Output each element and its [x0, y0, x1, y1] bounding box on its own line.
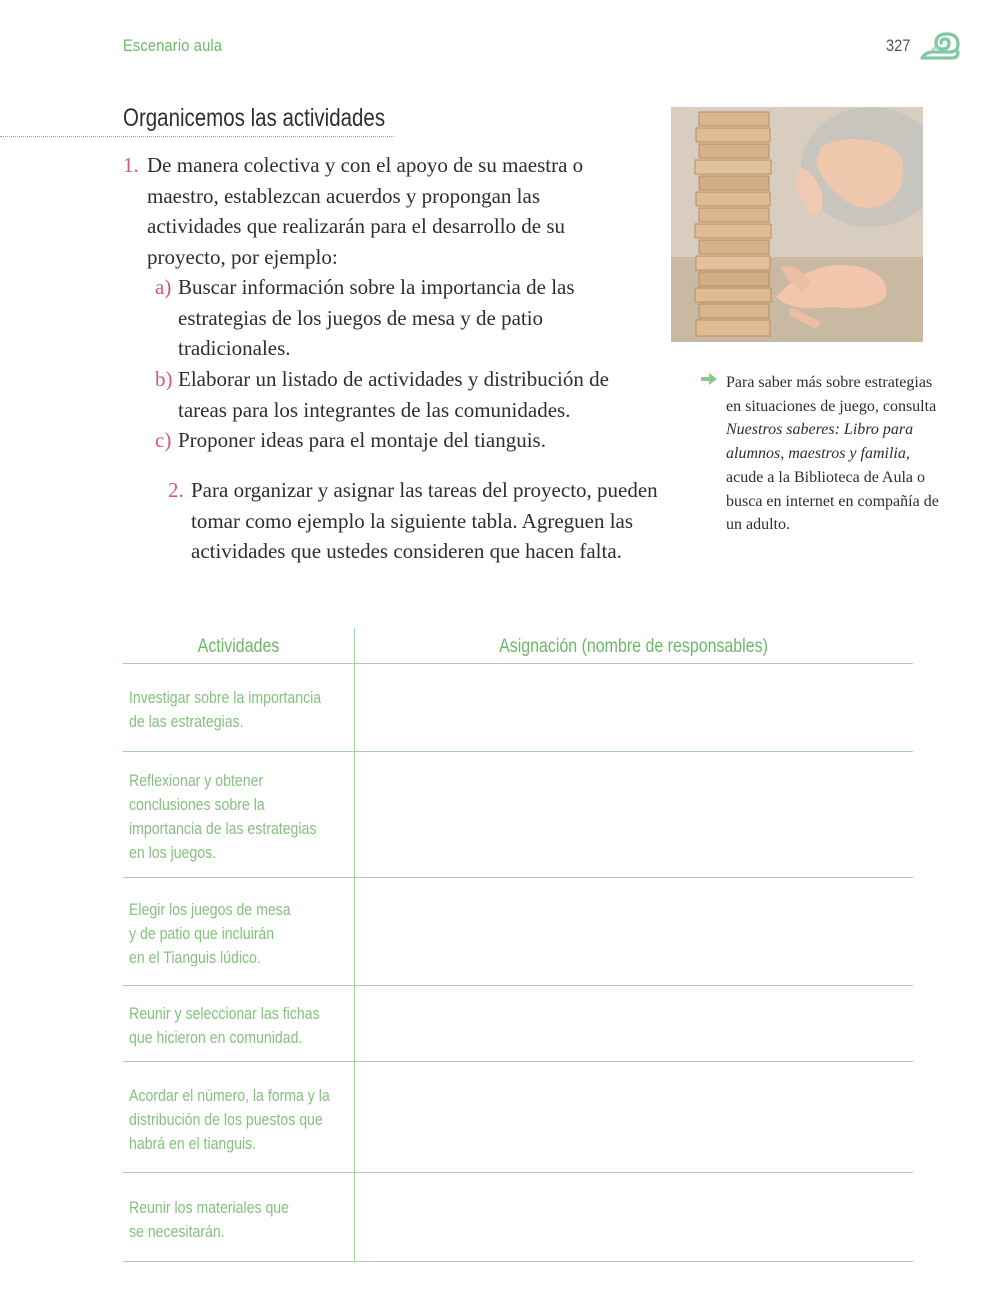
scenario-label: Escenario aula: [123, 36, 223, 55]
column-divider: [354, 628, 355, 1262]
instruction-text: De manera colectiva y con el apoyo de su maestra o maestro, establezcan acuerdos y propongan las actividades que realizarán para el desarrollo de su proyecto, por ejemplo:: [147, 153, 584, 269]
instruction-number: 2.: [168, 478, 184, 502]
row-divider: [123, 751, 913, 752]
row-divider: [123, 1061, 913, 1062]
table-row-activity: Elegir los juegos de mesa y de patio que incluirán en el Tianguis lúdico.: [129, 900, 291, 967]
page-number: 327: [886, 36, 911, 55]
row-divider: [123, 877, 913, 878]
subitem-letter: c): [155, 428, 172, 452]
arrow-right-icon: [700, 372, 718, 386]
tower-blocks: [695, 112, 771, 336]
table-row-activity: Investigar sobre la importancia de las estrategias.: [129, 688, 322, 731]
instruction-number: 1.: [123, 153, 139, 177]
header-assignment: Asignación (nombre de responsables): [499, 636, 768, 657]
assignment-table: [123, 628, 913, 1262]
subitem-text: Buscar información sobre la importancia de las estrategias de los juegos de mesa y de patio tradicionales.: [178, 275, 575, 361]
row-divider: [123, 1172, 913, 1173]
side-note-text-end: acude a la Biblioteca de Aula o busca en internet en compañía de un adulto.: [726, 468, 939, 534]
table-row-activity: Acordar el número, la forma y la distribución de los puestos que habrá en el tianguis.: [129, 1086, 330, 1153]
instruction-text: Para organizar y asignar las tareas del proyecto, pueden tomar como ejemplo la siguiente tabla. Agreguen las actividades que ustedes consideren que hacen falta.: [191, 478, 658, 564]
side-note: [726, 371, 941, 537]
book-title: Nuestros saberes: Libro para alumnos, maestros y familia,: [726, 421, 914, 463]
block-tower-photo: [671, 107, 923, 342]
table-row-activity: Reflexionar y obtener conclusiones sobre la importancia de las estrategias en los juegos.: [129, 771, 317, 862]
table-bottom-border: [123, 1261, 913, 1262]
table-row-activity: Reunir los materiales que se necesitarán.: [129, 1198, 289, 1241]
block-tower-illustration: [671, 107, 923, 342]
section-title: Organicemos las actividades: [123, 104, 386, 132]
row-divider: [123, 985, 913, 986]
header-divider: [123, 663, 913, 664]
subitem-text: Elaborar un listado de actividades y distribución de tareas para los integrantes de las comunidades.: [178, 367, 609, 422]
header-activities: Actividades: [197, 636, 280, 657]
side-note-text: Para saber más sobre estrategias en situaciones de juego, consulta: [726, 374, 937, 415]
table-row-activity: Reunir y seleccionar las fichas que hicieron en comunidad.: [129, 1004, 320, 1047]
subitem-letter: b): [155, 367, 173, 391]
subitem-letter: a): [155, 275, 172, 299]
snail-logo-icon: [920, 30, 960, 62]
title-underline: [0, 136, 394, 137]
subitem-text: Proponer ideas para el montaje del tianguis.: [178, 428, 546, 452]
